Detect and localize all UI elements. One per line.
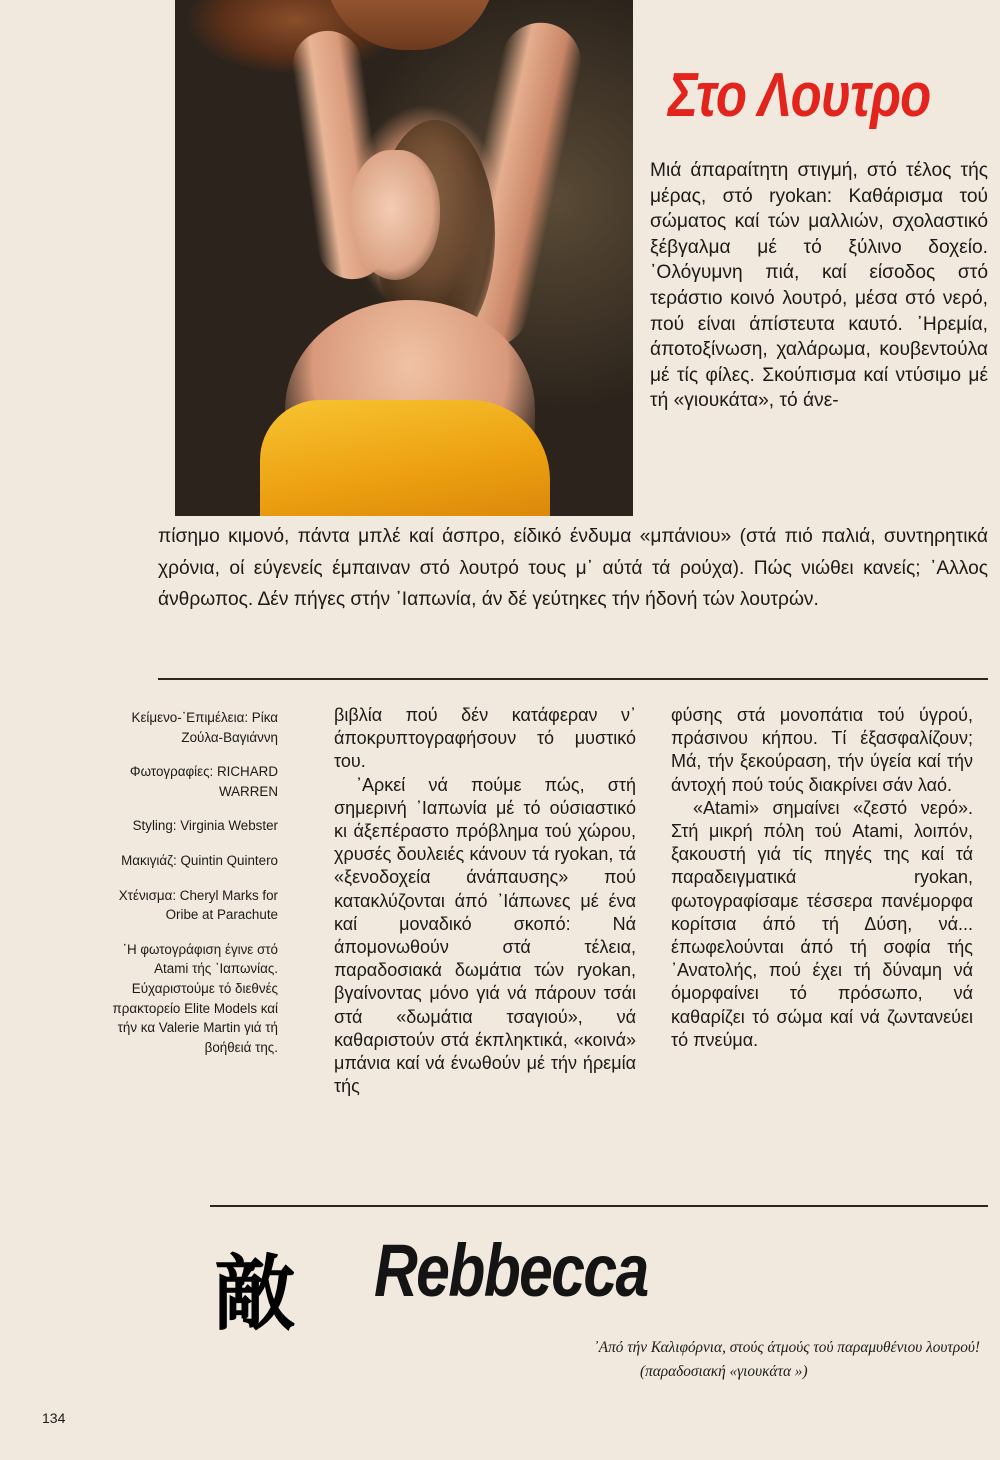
caption-line-2: (παραδοσιακή «γιουκάτα ») — [640, 1363, 808, 1380]
divider-rule — [158, 678, 988, 680]
bath-photo — [175, 0, 633, 516]
model-name-heading: Rebbecca — [374, 1229, 648, 1312]
body-column-1 — [334, 704, 636, 1098]
intro-paragraph-top: Μιά άπαραίτητη στιγμή, στό τέλος τής μέρας, στό ryokan: Καθάρισμα τού σώματος καί τών μαλλιών, σχολαστικό ξέβγαλμα μέ τό ξύλινο δοχείο. ᾿Ολόγυμνη πιά, καί είσοδος στό τεράστιο κοινό λουτρό, μέσα στό νερό, πού είναι άπίστευτα καυτό. ᾿Ηρεμία, άποτοξίνωση, χαλάρωμα, κουβεντούλα μέ τίς φίλες. Σκούπισμα καί ντύσιμο μέ τή «γιουκάτα», τό άνε- — [650, 160, 988, 412]
credit-makeup: Μακιγιάζ: Quintin Quintero — [121, 852, 278, 868]
yellow-towel-shape — [260, 400, 550, 516]
page-number: 134 — [42, 1410, 66, 1426]
divider-rule — [210, 1205, 988, 1207]
face-shape — [350, 150, 440, 280]
credit-thanks: ᾿Η φωτογράφιση έγινε στό Atami τής ᾿Ιαπωνίας. Εύχαριστούμε τό διεθνές πρακτορείο Elite Models καί τήν κα Valerie Martin γιά τή βοήθειά της. — [112, 941, 278, 1055]
column-paragraph: ᾿Αρκεί νά πούμε πώς, στή σημερινή ᾿Ιαπωνία μέ τό ούσιαστικό κι άξεπέραστο πρόβλημα τού χώρου, χρυσές δουλειές κάνουν τά ryokan, τά «ξενοδοχεία άνάπαυσης» πού κατακλύζονται άπό ᾿Ιάπωνες μέ ένα καί μοναδικό σκοπό: Νά άπομονωθούν στά τέλεια, παραδοσιακά δωμάτια τών ryokan, βγαίνοντας μόνο γιά νά πάρουν τσάι στά «δωμάτια τσαγιού», νά καθαριστούν στά έκπληκτικά, «κοινά» μπάνια καί νά ένωθούν μέ τήν ήρεμία τής — [334, 774, 636, 1097]
credit-photos: Φωτογραφίες: RICHARD WARREN — [129, 764, 278, 799]
credits-block — [100, 708, 278, 1072]
column-paragraph: «Atami» σημαίνει «ζεστό νερό». Στή μικρή πόλη τού Atami, λοιπόν, ξακουστή γιά τίς πηγές της καί τά παραδειγματικά ryokan, φωτογραφίσαμε τέσσερα πανέμορφα κορίτσια άπό τή Δύση, νά... έπωφελούνται άπό τή σοφία τής ᾿Ανατολής, πού έχει τή δύναμη νά όμορφαίνει τό πρόσωπο, νά καθαρίζει τό σώμα καί νά ζωντανεύει τό πνεύμα. — [671, 797, 973, 1050]
credit-hair: Χτένισμα: Cheryl Marks for Oribe at Parachute — [118, 887, 278, 923]
kanji-character: 敵 — [214, 1247, 297, 1342]
column-paragraph: βιβλία πού δέν κατάφεραν ν᾿ άποκρυπτογραφήσουν τό μυστικό του. — [334, 705, 636, 772]
photo-caption — [593, 1336, 980, 1384]
article-title: Στο Λουτρο — [668, 61, 931, 130]
body-column-2 — [671, 704, 973, 1052]
credit-text: Κείμενο-᾿Επιμέλεια: Ρίκα Ζούλα-Βαγιάννη — [131, 710, 278, 745]
column-paragraph: φύσης στά μονοπάτια τού ύγρού, πράσινου κήπου. Τί έξασφαλίζουν; Μά, τήν ξεκούραση, τήν ύγεία καί τήν άντοχή πού τούς διακρίνει σάν λαό. — [671, 705, 973, 795]
caption-line-1: ᾿Από τήν Καλιφόρνια, στούς άτμούς τού παραμυθένιου λουτρού! — [593, 1339, 980, 1356]
credit-styling: Styling: Virginia Webster — [132, 818, 278, 834]
intro-paragraph-bottom: πίσημο κιμονό, πάντα μπλέ καί άσπρο, είδικό ένδυμα «μπάνιου» (στά πιό παλιά, συντηρητικά χρόνια, οί εύγενείς έμπαιναν στό λουτρό τους μ᾿ αύτά τά ρούχα). Πώς νιώθει κανείς; ᾿Αλλος άνθρωπος. Δέν πήγες στήν ᾿Ιαπωνία, άν δέ γεύτηκες τήν ήδονή τών λουτρών. — [158, 526, 988, 610]
